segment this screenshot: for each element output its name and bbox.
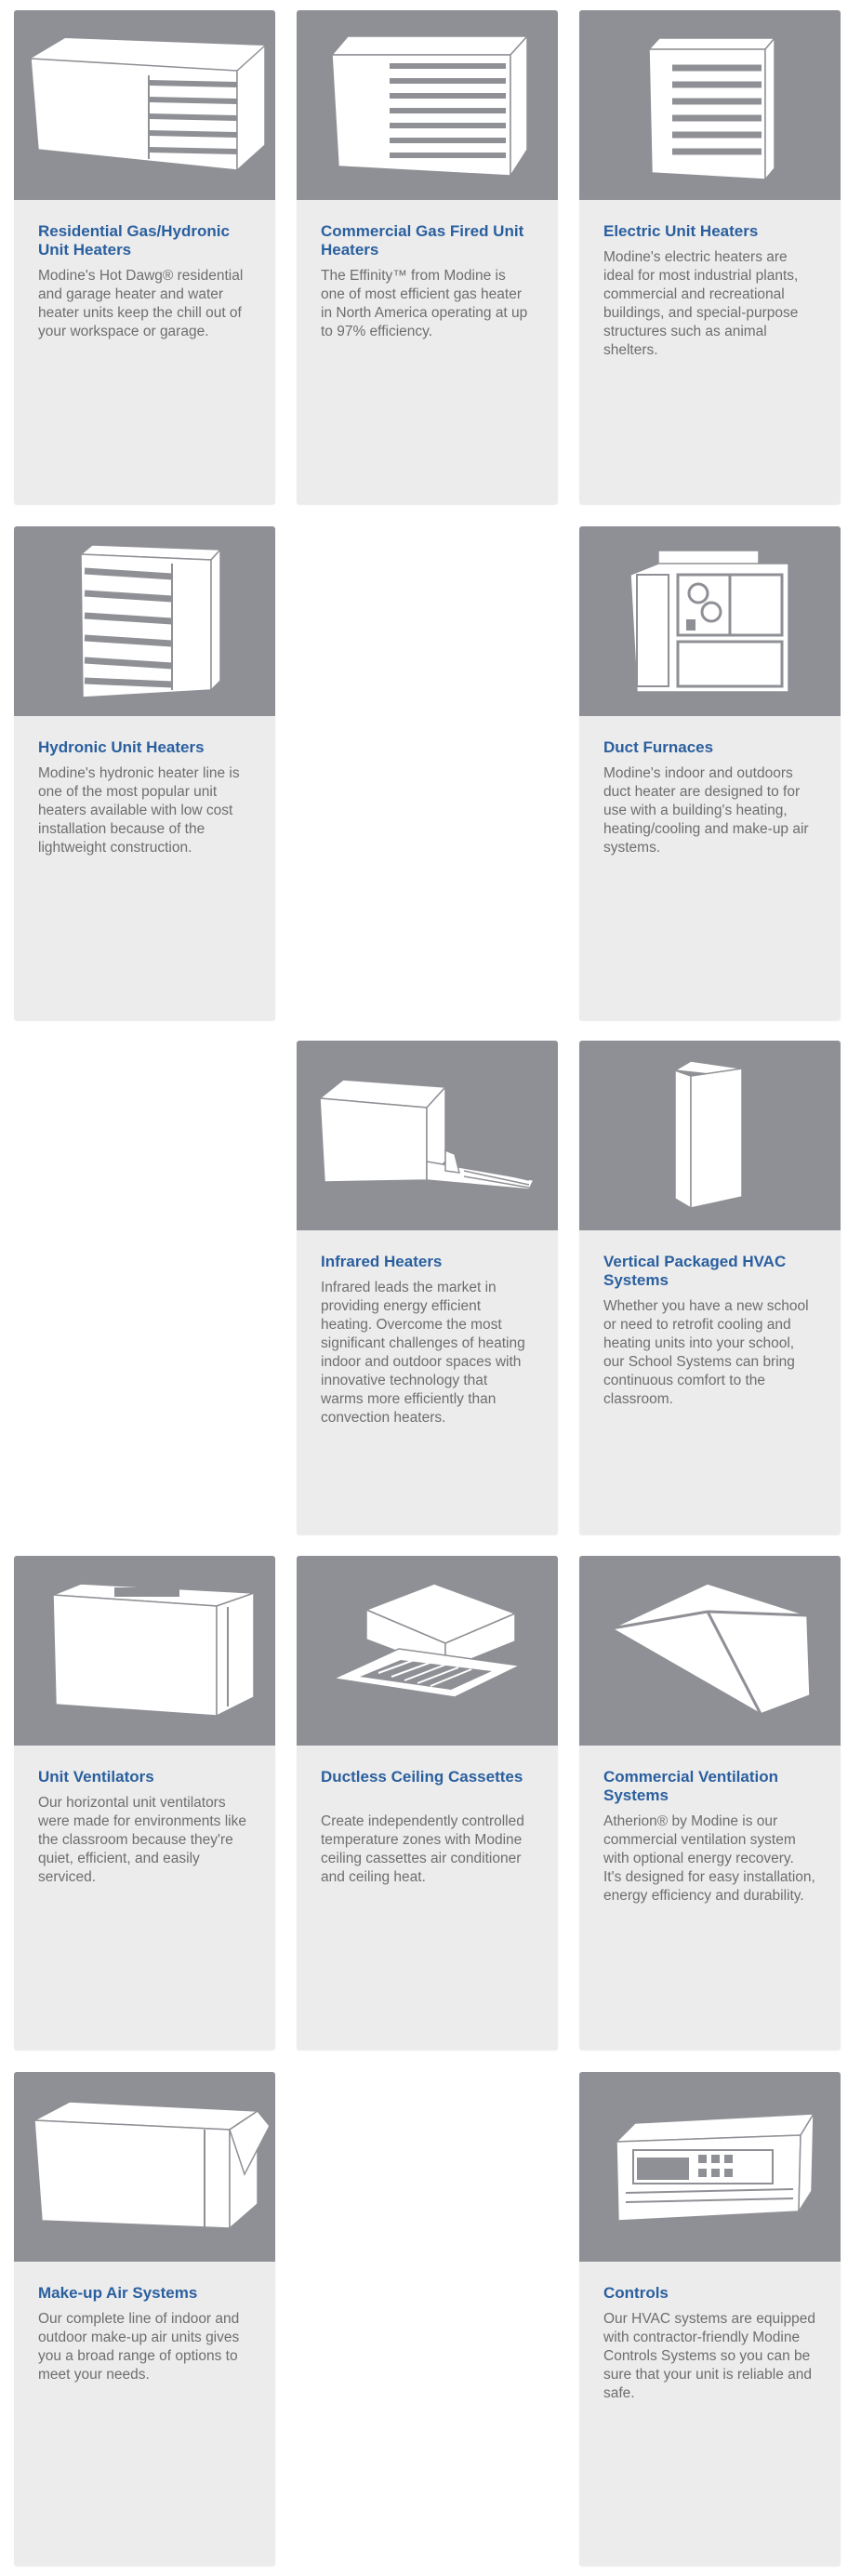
product-description: Our complete line of indoor and outdoor make-up air units gives you a broad range of options to meet your needs. — [38, 2311, 240, 2383]
product-image — [579, 1556, 841, 1746]
product-card-controls[interactable] — [579, 2072, 841, 2566]
product-title[interactable]: Commercial Ventilation Systems — [603, 1768, 778, 1804]
product-image — [297, 1041, 558, 1230]
product-description: Atherion® by Modine is our commercial ventilation system with optional energy recovery. It's designed for easy installation, energy efficiency and durability. — [603, 1813, 815, 1904]
duct-furnace-icon — [579, 526, 841, 716]
product-image — [579, 2072, 841, 2262]
product-image — [579, 526, 841, 716]
product-title[interactable]: Unit Ventilators — [38, 1768, 154, 1786]
product-title[interactable]: Hydronic Unit Heaters — [38, 738, 205, 756]
product-title[interactable]: Electric Unit Heaters — [603, 222, 759, 240]
product-card-commercial-ventilation-systems[interactable] — [579, 1556, 841, 2050]
product-title[interactable]: Infrared Heaters — [321, 1253, 443, 1270]
controls-icon — [579, 2072, 841, 2262]
commercial-ventilation-icon — [579, 1556, 841, 1746]
hydronic-unit-heater-icon — [14, 526, 275, 716]
ceiling-cassette-icon — [297, 1556, 558, 1746]
product-description: Modine's electric heaters are ideal for most industrial plants, commercial and recreational buildings, and special-purpose structures such as animal shelters. — [603, 249, 799, 358]
product-description: Whether you have a new school or need to retrofit cooling and heating units into your school, our School Systems can bring continuous comfort to the classroom. — [603, 1298, 809, 1407]
product-title[interactable]: Ductless Ceiling Cassettes — [321, 1768, 523, 1786]
product-image — [579, 1041, 841, 1230]
residential-unit-heater-icon — [14, 10, 275, 200]
product-card-ductless-ceiling-cassettes[interactable] — [297, 1556, 558, 2050]
product-card-infrared-heaters[interactable] — [297, 1041, 558, 1534]
product-description: Create independently controlled temperature zones with Modine ceiling cassettes air conditioner and ceiling heat. — [321, 1813, 524, 1885]
vertical-hvac-icon — [579, 1041, 841, 1230]
product-card-make-up-air-systems[interactable] — [14, 2072, 275, 2566]
product-title[interactable]: Controls — [603, 2284, 669, 2302]
product-image — [297, 10, 558, 200]
product-card-vertical-packaged-hvac[interactable] — [579, 1041, 841, 1534]
product-card-duct-furnaces[interactable] — [579, 526, 841, 1020]
product-title[interactable]: Residential Gas/Hydronic Unit Heaters — [38, 222, 230, 259]
product-title[interactable]: Commercial Gas Fired Unit Heaters — [321, 222, 524, 259]
product-title[interactable]: Make-up Air Systems — [38, 2284, 198, 2302]
commercial-gas-unit-heater-icon — [297, 10, 558, 200]
product-image — [14, 526, 275, 716]
product-image — [579, 10, 841, 200]
electric-unit-heater-icon — [579, 10, 841, 200]
product-title[interactable]: Duct Furnaces — [603, 738, 714, 756]
product-description: Modine's Hot Dawg® residential and garage heater and water heater units keep the chill out of your workspace or garage. — [38, 268, 244, 339]
product-description: Modine's indoor and outdoors duct heater are designed to for use with a building's heating, heating/cooling and make-up air systems. — [603, 765, 809, 856]
product-card-unit-ventilators[interactable] — [14, 1556, 275, 2050]
product-description: The Effinity™ from Modine is one of most efficient gas heater in North America operating at up to 97% efficiency. — [321, 268, 528, 339]
product-image — [14, 2072, 275, 2262]
product-card-hydronic-unit-heaters[interactable] — [14, 526, 275, 1020]
product-image — [14, 1556, 275, 1746]
product-description: Modine's hydronic heater line is one of the most popular unit heaters available with low cost installation because of the lightweight construction. — [38, 765, 240, 856]
product-card-electric-unit-heaters[interactable] — [579, 10, 841, 504]
unit-ventilator-icon — [14, 1556, 275, 1746]
product-description: Infrared leads the market in providing energy efficient heating. Overcome the most significant challenges of heating indoor and outdoor spaces with innovative technology that warms more efficiently than convection heaters. — [321, 1280, 525, 1426]
product-description: Our HVAC systems are equipped with contractor-friendly Modine Controls Systems so you can be sure that your unit is reliable and safe. — [603, 2311, 816, 2401]
infrared-heater-icon — [297, 1041, 558, 1230]
product-title[interactable]: Vertical Packaged HVAC Systems — [603, 1253, 787, 1289]
product-image — [14, 10, 275, 200]
product-card-residential-unit-heaters[interactable] — [14, 10, 275, 504]
product-description: Our horizontal unit ventilators were made for environments like the classroom because they're quiet, efficient, and easily serviced. — [38, 1795, 246, 1885]
product-image — [297, 1556, 558, 1746]
make-up-air-icon — [14, 2072, 275, 2262]
product-card-commercial-gas-unit-heaters[interactable] — [297, 10, 558, 504]
